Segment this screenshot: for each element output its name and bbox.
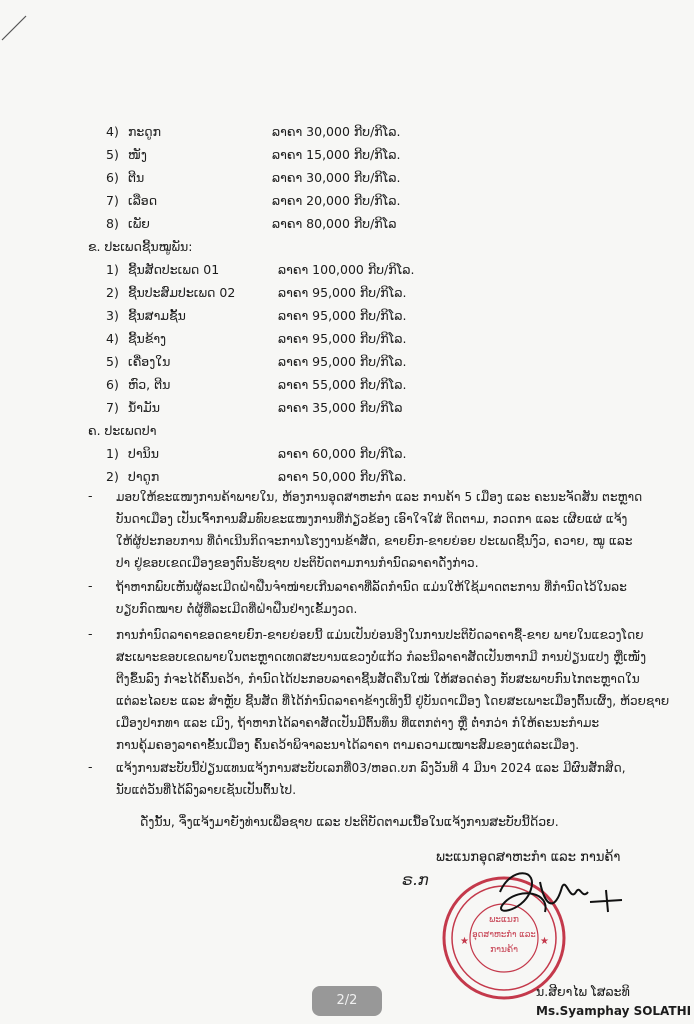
item-price: ລາຄາ 30,000 ກີບ/ກິໂລ. — [272, 124, 401, 139]
section-heading-fish: ຄ. ປະເພດປາ — [88, 423, 157, 438]
item-price: ລາຄາ 55,000 ກີບ/ກິໂລ. — [278, 377, 407, 392]
item-number: 8) — [106, 216, 119, 231]
item-name: ຊີ້ນສັດປະເພດ 01 — [128, 262, 220, 277]
item-number: 1) — [106, 446, 119, 461]
paragraph-line: ສະເພາະຂອບເຂດພາຍໃນຕະຫຼາດເທດສະບານແຂວງບໍ່ແກ້ວ ກໍລະນີລາຄາສັດເປັນຫາກມີ ການປ່ຽນແປງ ຫຼືເໜັງ — [116, 650, 647, 664]
item-name: ຊີ້ນປະສົມປະເພດ 02 — [128, 285, 236, 300]
item-number: 7) — [106, 193, 119, 208]
item-number: 4) — [106, 124, 119, 139]
paragraph-line: ໃຫ້ຜູ້ປະກອບການ ທີ່ດຳເນີນກິດຈະການໂຮງງານຂ້າສັດ, ຂາຍຍົກ-ຂາຍຍ່ອຍ ປະເພດຊີ້ນງົວ, ຄວາຍ, ໝູ ແລະ — [116, 534, 633, 548]
scan-corner-mark — [0, 12, 30, 42]
stamp-text: ການຄ້າ — [490, 945, 518, 955]
item-price: ລາຄາ 50,000 ກີບ/ກິໂລ. — [278, 469, 407, 484]
item-name: ເພັຍ — [128, 216, 150, 231]
item-price: ລາຄາ 95,000 ກີບ/ກິໂລ. — [278, 354, 407, 369]
handwritten-signature — [470, 862, 630, 932]
closing-sentence: ດັ່ງນັ້ນ, ຈຶ່ງແຈ້ງມາຍັງທ່ານເພື່ອຊາບ ແລະ ປະຕິບັດຕາມເນື້ອໃນແຈ້ງການສະບັບນີ້ດ້ວຍ. — [140, 814, 559, 829]
item-price: ລາຄາ 15,000 ກີບ/ກິໂລ. — [272, 147, 401, 162]
paragraph-line: ຕີງຂຶ້ນລົງ ກໍຈະໄດ້ຄົ້ນຄວ້າ, ກຳນົດໄດ້ປະກອບລາຄາຊີ້ນສັດຄືນໃໝ່ ໃຫ້ສອດຄ່ອງ ກັບສະພາບກົນໄກຕະຫຼາດໃນ — [116, 672, 640, 686]
item-name: ປາດູກ — [128, 469, 160, 484]
stamp-text: ອຸດສາຫະກຳ ແລະ — [472, 930, 536, 940]
paragraph-line: ປາ ຢູ່ຂອບເຂດເມືອງຂອງຕົນຮັບຊາບ ປະຕິບັດຕາມການກຳນົດລາຄາດັ່ງກ່າວ. — [116, 556, 479, 570]
item-number: 3) — [106, 308, 119, 323]
paragraph-line: ແຈ້ງການສະບັບນີ້ປ່ຽນແທນແຈ້ງການສະບັບເລກທີ່03/ຫອດ.ບກ ລົງວັນທີ 4 ມີນາ 2024 ແລະ ມີຜົນສັກສິດ, — [116, 761, 626, 775]
item-name: ຕີນ — [128, 170, 145, 185]
bullet-dash: - — [88, 578, 93, 593]
item-number: 6) — [106, 170, 119, 185]
svg-text:★: ★ — [460, 936, 469, 947]
item-number: 6) — [106, 377, 119, 392]
item-price: ລາຄາ 100,000 ກີບ/ກິໂລ. — [278, 262, 415, 277]
paragraph-line: ການກຳນົດລາຄາຂອດຂາຍຍົກ-ຂາຍຍ່ອຍນີ້ ແມ່ນເປັນບ່ອນອີງໃນການປະຕິບັດລາຄາຊື້-ຂາຍ ພາຍໃນແຂວງໂດຍ — [116, 628, 644, 642]
bullet-dash: - — [88, 759, 93, 774]
item-price: ລາຄາ 80,000 ກີບ/ກິໂລ — [272, 216, 397, 231]
item-name: ເຄື່ອງໃນ — [128, 354, 171, 369]
item-price: ລາຄາ 35,000 ກີບ/ກິໂລ — [278, 400, 403, 415]
item-price: ລາຄາ 30,000 ກີບ/ກິໂລ. — [272, 170, 401, 185]
item-price: ລາຄາ 60,000 ກີບ/ກິໂລ. — [278, 446, 407, 461]
paragraph-line: ແຕ່ລະໄລຍະ ແລະ ສຳຫຼັບ ຊີ້ນສັດ ທີ່ໄດ້ກຳນົດລາຄາຂ້າງເທິງນີ້ ຢູ່ບັນດາເມືອງ ໂດຍສະເພາະເມືອງຕົ້ນເຜິ້ງ, ຫ້ວຍຊາຍ — [116, 694, 670, 708]
paragraph-line: ຖ້າຫາກພົບເຫັນຜູ້ລະເມີດຝ່າຝືນຈຳໜ່າຍເກີນລາຄາທີ່ລັດກຳນົດ ແມ່ນໃຫ້ໃຊ້ມາດຕະການ ທີ່ກຳນົດໄວ້ໃນລະ — [116, 580, 627, 594]
item-name: ນ້ຳມັນ — [128, 400, 160, 415]
item-name: ຊີ້ນຂ້າງ — [128, 331, 167, 346]
item-number: 7) — [106, 400, 119, 415]
signatory-title: ພະແນກອຸດສາຫະກຳ ແລະ ການຄ້າ — [436, 850, 621, 865]
paragraph-line: ເມືອງປາກທາ ແລະ ເມິງ, ຖ້າຫາກໄດ້ລາຄາສັດເປັນມີຕົ້ນທຶນ ທີ່ແຕກຕ່າງ ຫຼື ຕ່ຳກວ່າ ກໍໃຫ້ຄະນະກຳມະ — [116, 716, 600, 730]
item-number: 2) — [106, 469, 119, 484]
paragraph-line: ການຄຸ້ມຄອງລາຄາຂັ້ນເມືອງ ຄົ້ນຄວ້າພິຈາລະນາໄດ້ລາຄາ ຕາມຄວາມເໝາະສົມຂອງແຕ່ລະເມືອງ. — [116, 738, 580, 752]
item-price: ລາຄາ 95,000 ກີບ/ກິໂລ. — [278, 285, 407, 300]
item-number: 2) — [106, 285, 119, 300]
paragraph-line: ນັບແຕ່ວັນທີ່ໄດ້ລົງລາຍເຊັນເປັນຕົ້ນໄປ. — [116, 783, 297, 797]
bullet-dash: - — [88, 626, 93, 641]
bullet-dash: - — [88, 488, 93, 503]
paragraph-line: ມອບໃຫ້ຂະແໜງການຄ້າພາຍໃນ, ຫ້ອງການອຸດສາຫະກຳ ແລະ ການຄ້າ 5 ເມືອງ ແລະ ຄະນະຈັດສັນ ຕະຫຼາດ — [116, 490, 643, 504]
section-heading-pork: ຂ. ປະເພດຊີ້ນໝູພັນ: — [88, 239, 193, 254]
item-price: ລາຄາ 95,000 ກີບ/ກິໂລ. — [278, 331, 407, 346]
item-number: 5) — [106, 354, 119, 369]
item-name: ກະດູກ — [128, 124, 162, 139]
item-name: ເລືອດ — [128, 193, 158, 208]
item-name: ປານິນ — [128, 446, 160, 461]
item-price: ລາຄາ 95,000 ກີບ/ກິໂລ. — [278, 308, 407, 323]
item-price: ລາຄາ 20,000 ກີບ/ກິໂລ. — [272, 193, 401, 208]
item-name: ຊີ້ນສາມຊັ້ນ — [128, 308, 186, 323]
signatory-name-en: Ms.Syamphay SOLATHI — [536, 1004, 692, 1018]
item-name: ໜັງ — [128, 147, 147, 162]
item-number: 1) — [106, 262, 119, 277]
page-indicator[interactable]: 2/2 — [312, 986, 382, 1016]
signatory-initial: ຣ.ກ — [402, 870, 429, 889]
item-number: 4) — [106, 331, 119, 346]
item-name: ຫົວ, ຕີນ — [128, 377, 171, 392]
svg-text:★: ★ — [540, 936, 549, 947]
item-number: 5) — [106, 147, 119, 162]
paragraph-line: ບັນດາເມືອງ ເປັນເຈົ້າການສົມທົບຂະແໜງການທີ່ກ່ຽວຂ້ອງ ເອົາໃຈໃສ່ ຕິດຕາມ, ກວດກາ ແລະ ເຜີຍແຜ່ ແຈ້ງ — [116, 512, 628, 526]
signatory-name-lao: ນ.ສີຍາໄພ ໂສລະທິ — [536, 984, 630, 999]
stamp-text: ພະແນກ — [489, 915, 519, 925]
paragraph-line: ບຽບກົດໝາຍ ຕໍ່ຜູ້ທີ່ລະເມີດທີ່ຝ່າຝືນຢ່າງເຂັ້ມງວດ. — [116, 602, 358, 616]
